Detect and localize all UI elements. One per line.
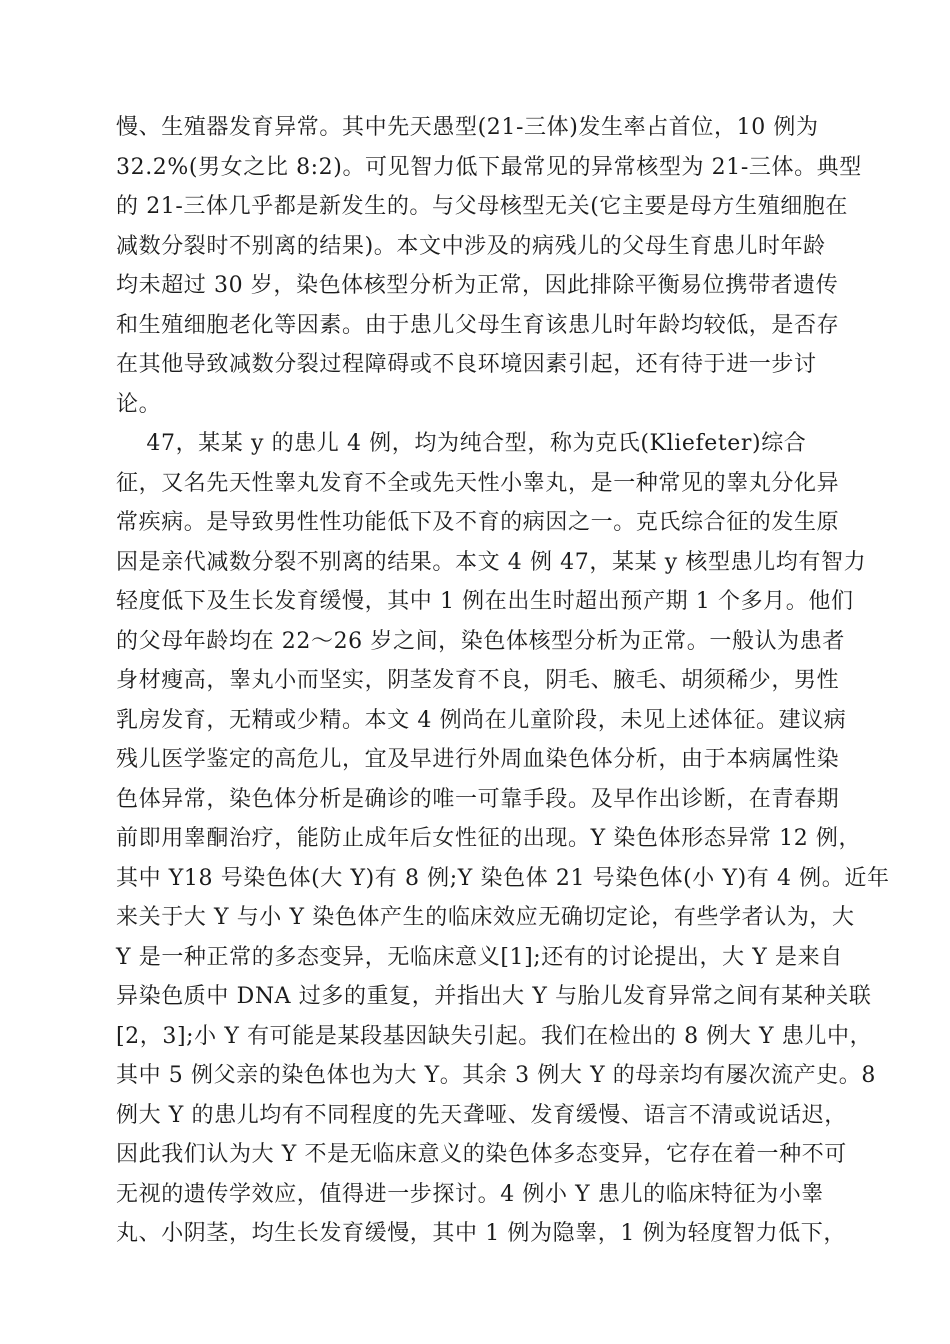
text-line: 无视的遗传学效应，值得进一步探讨。4 例小 Y 患儿的临床特征为小睾 (116, 1181, 824, 1207)
text-line: 的父母年龄均在 22～26 岁之间，染色体核型分析为正常。一般认为患者 (116, 628, 845, 654)
text-line: 其中 5 例父亲的染色体也为大 Y。其余 3 例大 Y 的母亲均有屡次流产史。8 (116, 1063, 876, 1088)
text-line: 因是亲代减数分裂不别离的结果。本文 4 例 47，某某 y 核型患儿均有智力 (116, 549, 867, 575)
text-line: 例大 Y 的患儿均有不同程度的先天聋哑、发育缓慢、语言不清或说话迟， (116, 1102, 847, 1128)
text-line: 常疾病。是导致男性性功能低下及不育的病因之一。克氏综合征的发生原 (116, 510, 840, 535)
text-line: 47，某某 y 的患儿 4 例，均为纯合型，称为克氏(Kliefeter)综合 (116, 431, 807, 456)
text-line: 在其他导致减数分裂过程障碍或不良环境因素引起，还有待于进一步讨 (116, 352, 817, 377)
text-line: [2，3];小 Y 有可能是某段基因缺失引起。我们在检出的 8 例大 Y 患儿中， (116, 1023, 873, 1049)
paragraph-1 (116, 108, 862, 424)
text-line: 轻度低下及生长发育缓慢，其中 1 例在出生时超出预产期 1 个多月。他们 (116, 589, 854, 614)
text-line: 和生殖细胞老化等因素。由于患儿父母生育该患儿时年龄均较低，是否存 (116, 312, 840, 338)
text-line: 丸、小阴茎，均生长发育缓慢，其中 1 例为隐睾，1 例为轻度智力低下， (116, 1221, 846, 1246)
text-line: 论。 (116, 391, 162, 417)
text-line: 的 21-三体几乎都是新发生的。与父母核型无关(它主要是母方生殖细胞在 (116, 194, 849, 219)
text-line: 征，又名先天性睾丸发育不全或先天性小睾丸，是一种常见的睾丸分化异 (116, 470, 840, 496)
text-line: 残儿医学鉴定的高危儿，宜及早进行外周血染色体分析，由于本病属性染 (116, 747, 840, 772)
text-line: 来关于大 Y 与小 Y 染色体产生的临床效应无确切定论，有些学者认为，大 (116, 905, 855, 930)
text-line: 前即用睾酮治疗，能防止成年后女性征的出现。Y 染色体形态异常 12 例， (116, 826, 862, 851)
text-line: 异染色质中 DNA 过多的重复，并指出大 Y 与胎儿发育异常之间有某种关联 (116, 984, 872, 1009)
text-line: 因此我们认为大 Y 不是无临床意义的染色体多态变异，它存在着一种不可 (116, 1142, 847, 1167)
text-line: 均未超过 30 岁，染色体核型分析为正常，因此排除平衡易位携带者遗传 (116, 273, 839, 298)
text-line: 减数分裂时不别离的结果)。本文中涉及的病残儿的父母生育患儿时年龄 (116, 233, 826, 259)
text-line: 32.2%(男女之比 8:2)。可见智力低下最常见的异常核型为 21-三体。典型 (116, 154, 862, 180)
text-line: 慢、生殖器发育异常。其中先天愚型(21-三体)发生率占首位，10 例为 (116, 115, 819, 140)
text-line: 色体异常，染色体分析是确诊的唯一可靠手段。及早作出诊断，在青春期 (116, 786, 840, 812)
text-line: 其中 Y18 号染色体(大 Y)有 8 例;Y 染色体 21 号染色体(小 Y)有 4 例。近年 (116, 865, 890, 891)
text-line: 乳房发育，无精或少精。本文 4 例尚在儿童阶段，未见上述体征。建议病 (116, 707, 847, 733)
text-line: 身材瘦高，睾丸小而坚实，阴茎发育不良，阴毛、腋毛、胡须稀少，男性 (116, 668, 840, 693)
paragraph-2 (116, 424, 890, 1254)
text-line: Y 是一种正常的多态变异，无临床意义[1];还有的讨论提出，大 Y 是来自 (116, 944, 843, 970)
